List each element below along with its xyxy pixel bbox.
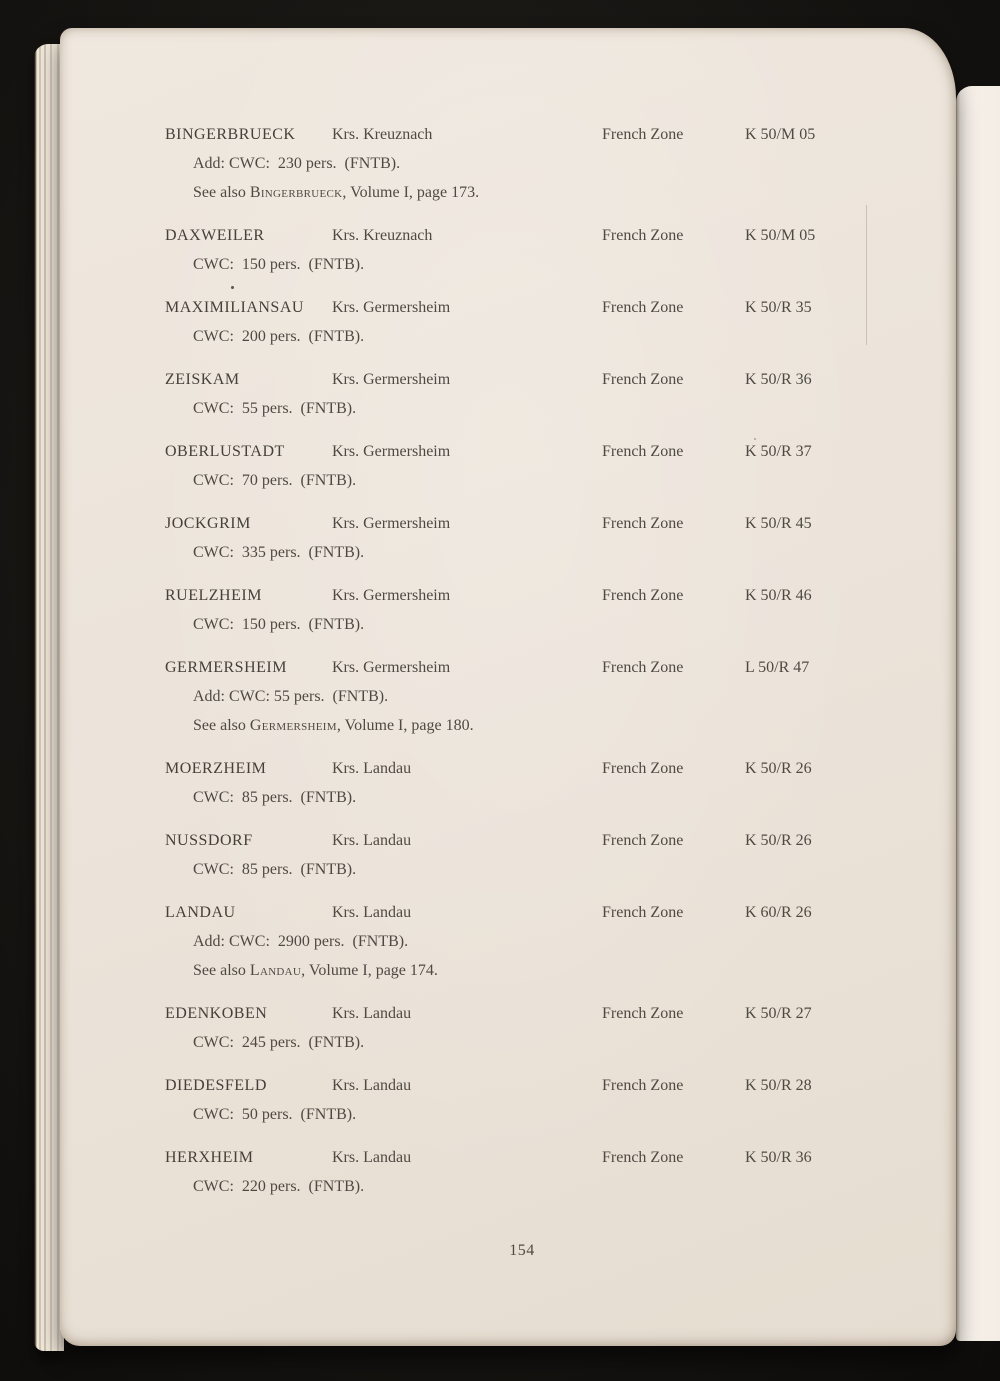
entry-see-also-line xyxy=(193,711,916,740)
entry-occupation-zone: French Zone xyxy=(602,832,684,849)
entry-grid-reference: K 50/R 36 xyxy=(745,371,812,388)
entry-district: Krs. Germersheim xyxy=(332,371,451,388)
entry-cwc-detail: CWC: 85 pers. (FNTB). xyxy=(193,861,357,878)
entry-grid-reference: K 50/R 26 xyxy=(745,760,812,777)
entry-header-row xyxy=(165,826,916,855)
entry-occupation-zone: French Zone xyxy=(602,760,684,777)
entry-grid-reference: K 50/R 36 xyxy=(745,1149,812,1166)
entry-district: Krs. Landau xyxy=(332,1149,412,1166)
entry-place-name: LANDAU xyxy=(165,904,236,921)
entry-place-name: EDENKOBEN xyxy=(165,1005,268,1022)
entry-district: Krs. Germersheim xyxy=(332,587,451,604)
entry-district: Krs. Kreuznach xyxy=(332,227,433,244)
entry-occupation-zone: French Zone xyxy=(602,1005,684,1022)
entry-occupation-zone: French Zone xyxy=(602,1077,684,1094)
see-also-place-name: Landau xyxy=(249,962,302,979)
entry-cwc-detail: CWC: 150 pers. (FNTB). xyxy=(193,616,365,633)
entry-grid-reference: K 50/M 05 xyxy=(745,227,816,244)
entry-place-name: BINGERBRUECK xyxy=(165,126,296,143)
underlying-page-edge xyxy=(956,86,1000,1341)
entry-header-row xyxy=(165,1071,916,1100)
directory-entry xyxy=(165,653,916,740)
directory-entry xyxy=(165,365,916,423)
entry-header-row xyxy=(165,581,916,610)
entry-place-name: MAXIMILIANSAU xyxy=(165,299,304,316)
entry-cwc-detail: Add: CWC: 55 pers. (FNTB). xyxy=(193,688,389,705)
entry-header-row xyxy=(165,754,916,783)
entry-header-row xyxy=(165,120,916,149)
entry-see-also-line xyxy=(193,956,916,985)
entry-occupation-zone: French Zone xyxy=(602,371,684,388)
entry-place-name: HERXHEIM xyxy=(165,1149,254,1166)
scan-speck xyxy=(754,438,756,440)
see-also-suffix: , Volume I, page 174. xyxy=(301,962,438,979)
entry-grid-reference: K 60/R 26 xyxy=(745,904,812,921)
entry-occupation-zone: French Zone xyxy=(602,443,684,460)
entry-header-row xyxy=(165,293,916,322)
entry-place-name: NUSSDORF xyxy=(165,832,253,849)
directory-entry xyxy=(165,826,916,884)
see-also-suffix: , Volume I, page 173. xyxy=(342,184,480,201)
entry-place-name: OBERLUSTADT xyxy=(165,443,285,460)
directory-entry xyxy=(165,898,916,985)
entry-cwc-detail: Add: CWC: 2900 pers. (FNTB). xyxy=(193,933,409,950)
entry-occupation-zone: French Zone xyxy=(602,587,684,604)
entry-occupation-zone: French Zone xyxy=(602,299,684,316)
entry-header-row xyxy=(165,898,916,927)
directory-entry xyxy=(165,437,916,495)
entry-place-name: MOERZHEIM xyxy=(165,760,267,777)
see-also-prefix: See also xyxy=(193,717,250,734)
see-also-prefix: See also xyxy=(193,184,250,201)
directory-entry xyxy=(165,999,916,1057)
see-also-place-name: Germersheim xyxy=(249,717,337,734)
entry-cwc-detail: CWC: 245 pers. (FNTB). xyxy=(193,1034,365,1051)
directory-entry xyxy=(165,754,916,812)
entry-district: Krs. Landau xyxy=(332,1005,412,1022)
entry-district: Krs. Germersheim xyxy=(332,515,451,532)
see-also-place-name: Bingerbrueck xyxy=(249,184,343,201)
entry-occupation-zone: French Zone xyxy=(602,126,684,143)
entry-header-row xyxy=(165,221,916,250)
directory-entry xyxy=(165,1071,916,1129)
see-also-prefix: See also xyxy=(193,962,250,979)
entry-grid-reference: K 50/R 27 xyxy=(745,1005,812,1022)
entry-place-name: ZEISKAM xyxy=(165,371,240,388)
entry-district: Krs. Landau xyxy=(332,1077,412,1094)
entry-district: Krs. Landau xyxy=(332,904,412,921)
entry-header-row xyxy=(165,509,916,538)
entry-occupation-zone: French Zone xyxy=(602,659,684,676)
entry-place-name: DIEDESFELD xyxy=(165,1077,267,1094)
entry-district: Krs. Kreuznach xyxy=(332,126,433,143)
entry-grid-reference: K 50/R 28 xyxy=(745,1077,812,1094)
entry-grid-reference: K 50/R 35 xyxy=(745,299,812,316)
entry-occupation-zone: French Zone xyxy=(602,515,684,532)
entry-place-name: DAXWEILER xyxy=(165,227,265,244)
entry-place-name: RUELZHEIM xyxy=(165,587,262,604)
scan-speck xyxy=(231,286,234,289)
entry-cwc-detail: CWC: 220 pers. (FNTB). xyxy=(193,1178,365,1195)
directory-entry xyxy=(165,120,916,207)
directory-entry xyxy=(165,1143,916,1201)
entry-place-name: GERMERSHEIM xyxy=(165,659,287,676)
entry-header-row xyxy=(165,437,916,466)
entry-cwc-detail: CWC: 335 pers. (FNTB). xyxy=(193,544,365,561)
see-also-suffix: , Volume I, page 180. xyxy=(336,717,474,734)
entry-grid-reference: L 50/R 47 xyxy=(745,659,810,676)
entry-cwc-detail: CWC: 70 pers. (FNTB). xyxy=(193,472,357,489)
entry-district: Krs. Germersheim xyxy=(332,443,451,460)
entries-list xyxy=(165,120,916,1215)
book-page xyxy=(60,28,956,1346)
entry-grid-reference: K 50/R 46 xyxy=(745,587,812,604)
entry-see-also-line xyxy=(193,178,916,207)
directory-entry xyxy=(165,293,916,351)
entry-occupation-zone: French Zone xyxy=(602,1149,684,1166)
directory-entry xyxy=(165,581,916,639)
scan-artifact-line xyxy=(866,205,867,345)
entry-cwc-detail: CWC: 200 pers. (FNTB). xyxy=(193,328,365,345)
entry-district: Krs. Landau xyxy=(332,832,412,849)
entry-grid-reference: K 50/R 45 xyxy=(745,515,812,532)
entry-grid-reference: K 50/M 05 xyxy=(745,126,816,143)
directory-entry xyxy=(165,221,916,279)
entry-cwc-detail: CWC: 55 pers. (FNTB). xyxy=(193,400,357,417)
entry-grid-reference: K 50/R 26 xyxy=(745,832,812,849)
entry-cwc-detail: Add: CWC: 230 pers. (FNTB). xyxy=(193,155,401,172)
entry-occupation-zone: French Zone xyxy=(602,227,684,244)
entry-cwc-detail: CWC: 50 pers. (FNTB). xyxy=(193,1106,357,1123)
entry-occupation-zone: French Zone xyxy=(602,904,684,921)
entry-district: Krs. Germersheim xyxy=(332,659,451,676)
entry-district: Krs. Landau xyxy=(332,760,412,777)
page-number: 154 xyxy=(509,1242,535,1259)
directory-entry xyxy=(165,509,916,567)
entry-cwc-detail: CWC: 85 pers. (FNTB). xyxy=(193,789,357,806)
entry-place-name: JOCKGRIM xyxy=(165,515,251,532)
entry-header-row xyxy=(165,999,916,1028)
entry-cwc-detail: CWC: 150 pers. (FNTB). xyxy=(193,256,365,273)
entry-header-row xyxy=(165,1143,916,1172)
entry-header-row xyxy=(165,653,916,682)
entry-district: Krs. Germersheim xyxy=(332,299,451,316)
entry-grid-reference: K 50/R 37 xyxy=(745,443,812,460)
entry-header-row xyxy=(165,365,916,394)
